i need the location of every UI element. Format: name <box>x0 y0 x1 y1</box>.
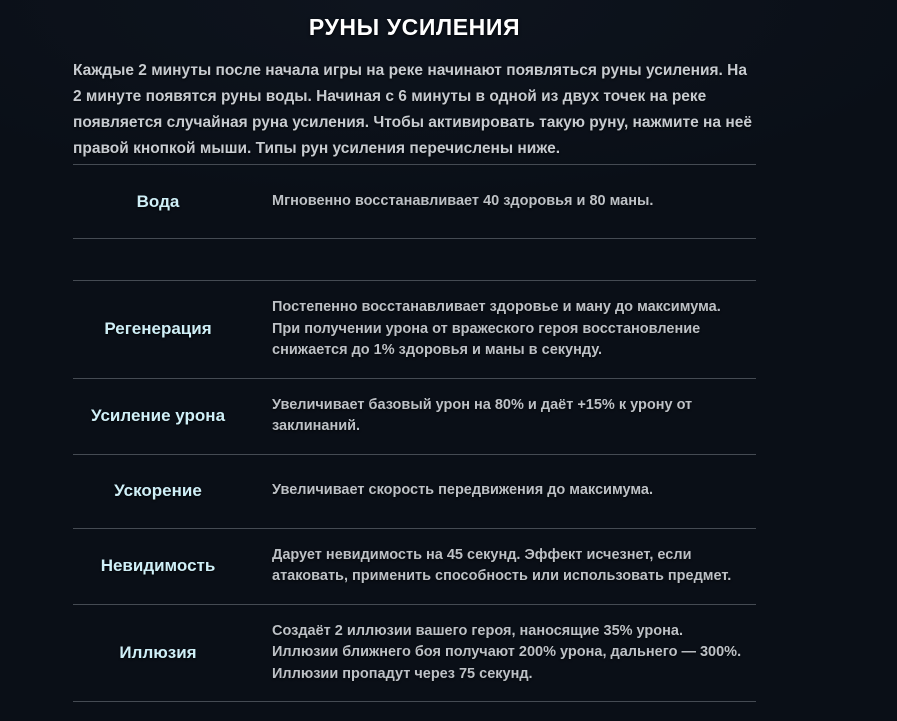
rune-description <box>243 244 756 276</box>
rune-name: Ускорение <box>114 481 202 500</box>
runes-table <box>73 164 756 702</box>
rune-row <box>73 528 756 604</box>
rune-row <box>73 604 756 702</box>
rune-row <box>73 454 756 528</box>
rune-description: Создаёт 2 иллюзии вашего героя, наносящие 35% урона. Иллюзии ближнего боя получают 200% урона, дальнего — 300%. Иллюзии пропадут через 75 секунд. <box>272 622 742 682</box>
page-title: РУНЫ УСИЛЕНИЯ <box>308 14 521 40</box>
rune-row <box>73 378 756 454</box>
intro-paragraph: Каждые 2 минуты после начала игры на реке начинают появляться руны усиления. На 2 минуте появятся руны воды. Начиная с 6 минуты в одной из двух точек на реке появляется случайная руна усиления. Чтобы активировать такую руну, нажмите на неё правой кнопкой мыши. Типы рун усиления перечислены ниже. <box>73 62 752 157</box>
rune-description: Дарует невидимость на 45 секунд. Эффект исчезнет, если атаковать, применить способность или использовать предмет. <box>272 546 732 584</box>
rune-description: Постепенно восстанавливает здоровье и ману до максимума. При получении урона от вражеского героя восстановление снижается до 1% здоровья и маны в секунду. <box>272 299 721 358</box>
rune-row <box>73 164 756 238</box>
rune-name: Вода <box>136 191 180 211</box>
rune-row <box>73 238 756 280</box>
rune-name: Иллюзия <box>119 642 197 662</box>
rune-row <box>73 280 756 378</box>
rune-name: Невидимость <box>100 556 216 575</box>
rune-name: Регенерация <box>104 319 212 339</box>
rune-name: Усиление урона <box>90 406 226 425</box>
runes-page-content <box>73 0 756 702</box>
rune-description: Увеличивает скорость передвижения до максимума. <box>272 482 653 499</box>
rune-description: Увеличивает базовый урон на 80% и даёт +15% к урону от заклинаний. <box>272 396 693 434</box>
rune-description: Мгновенно восстанавливает 40 здоровья и 80 маны. <box>272 192 654 209</box>
